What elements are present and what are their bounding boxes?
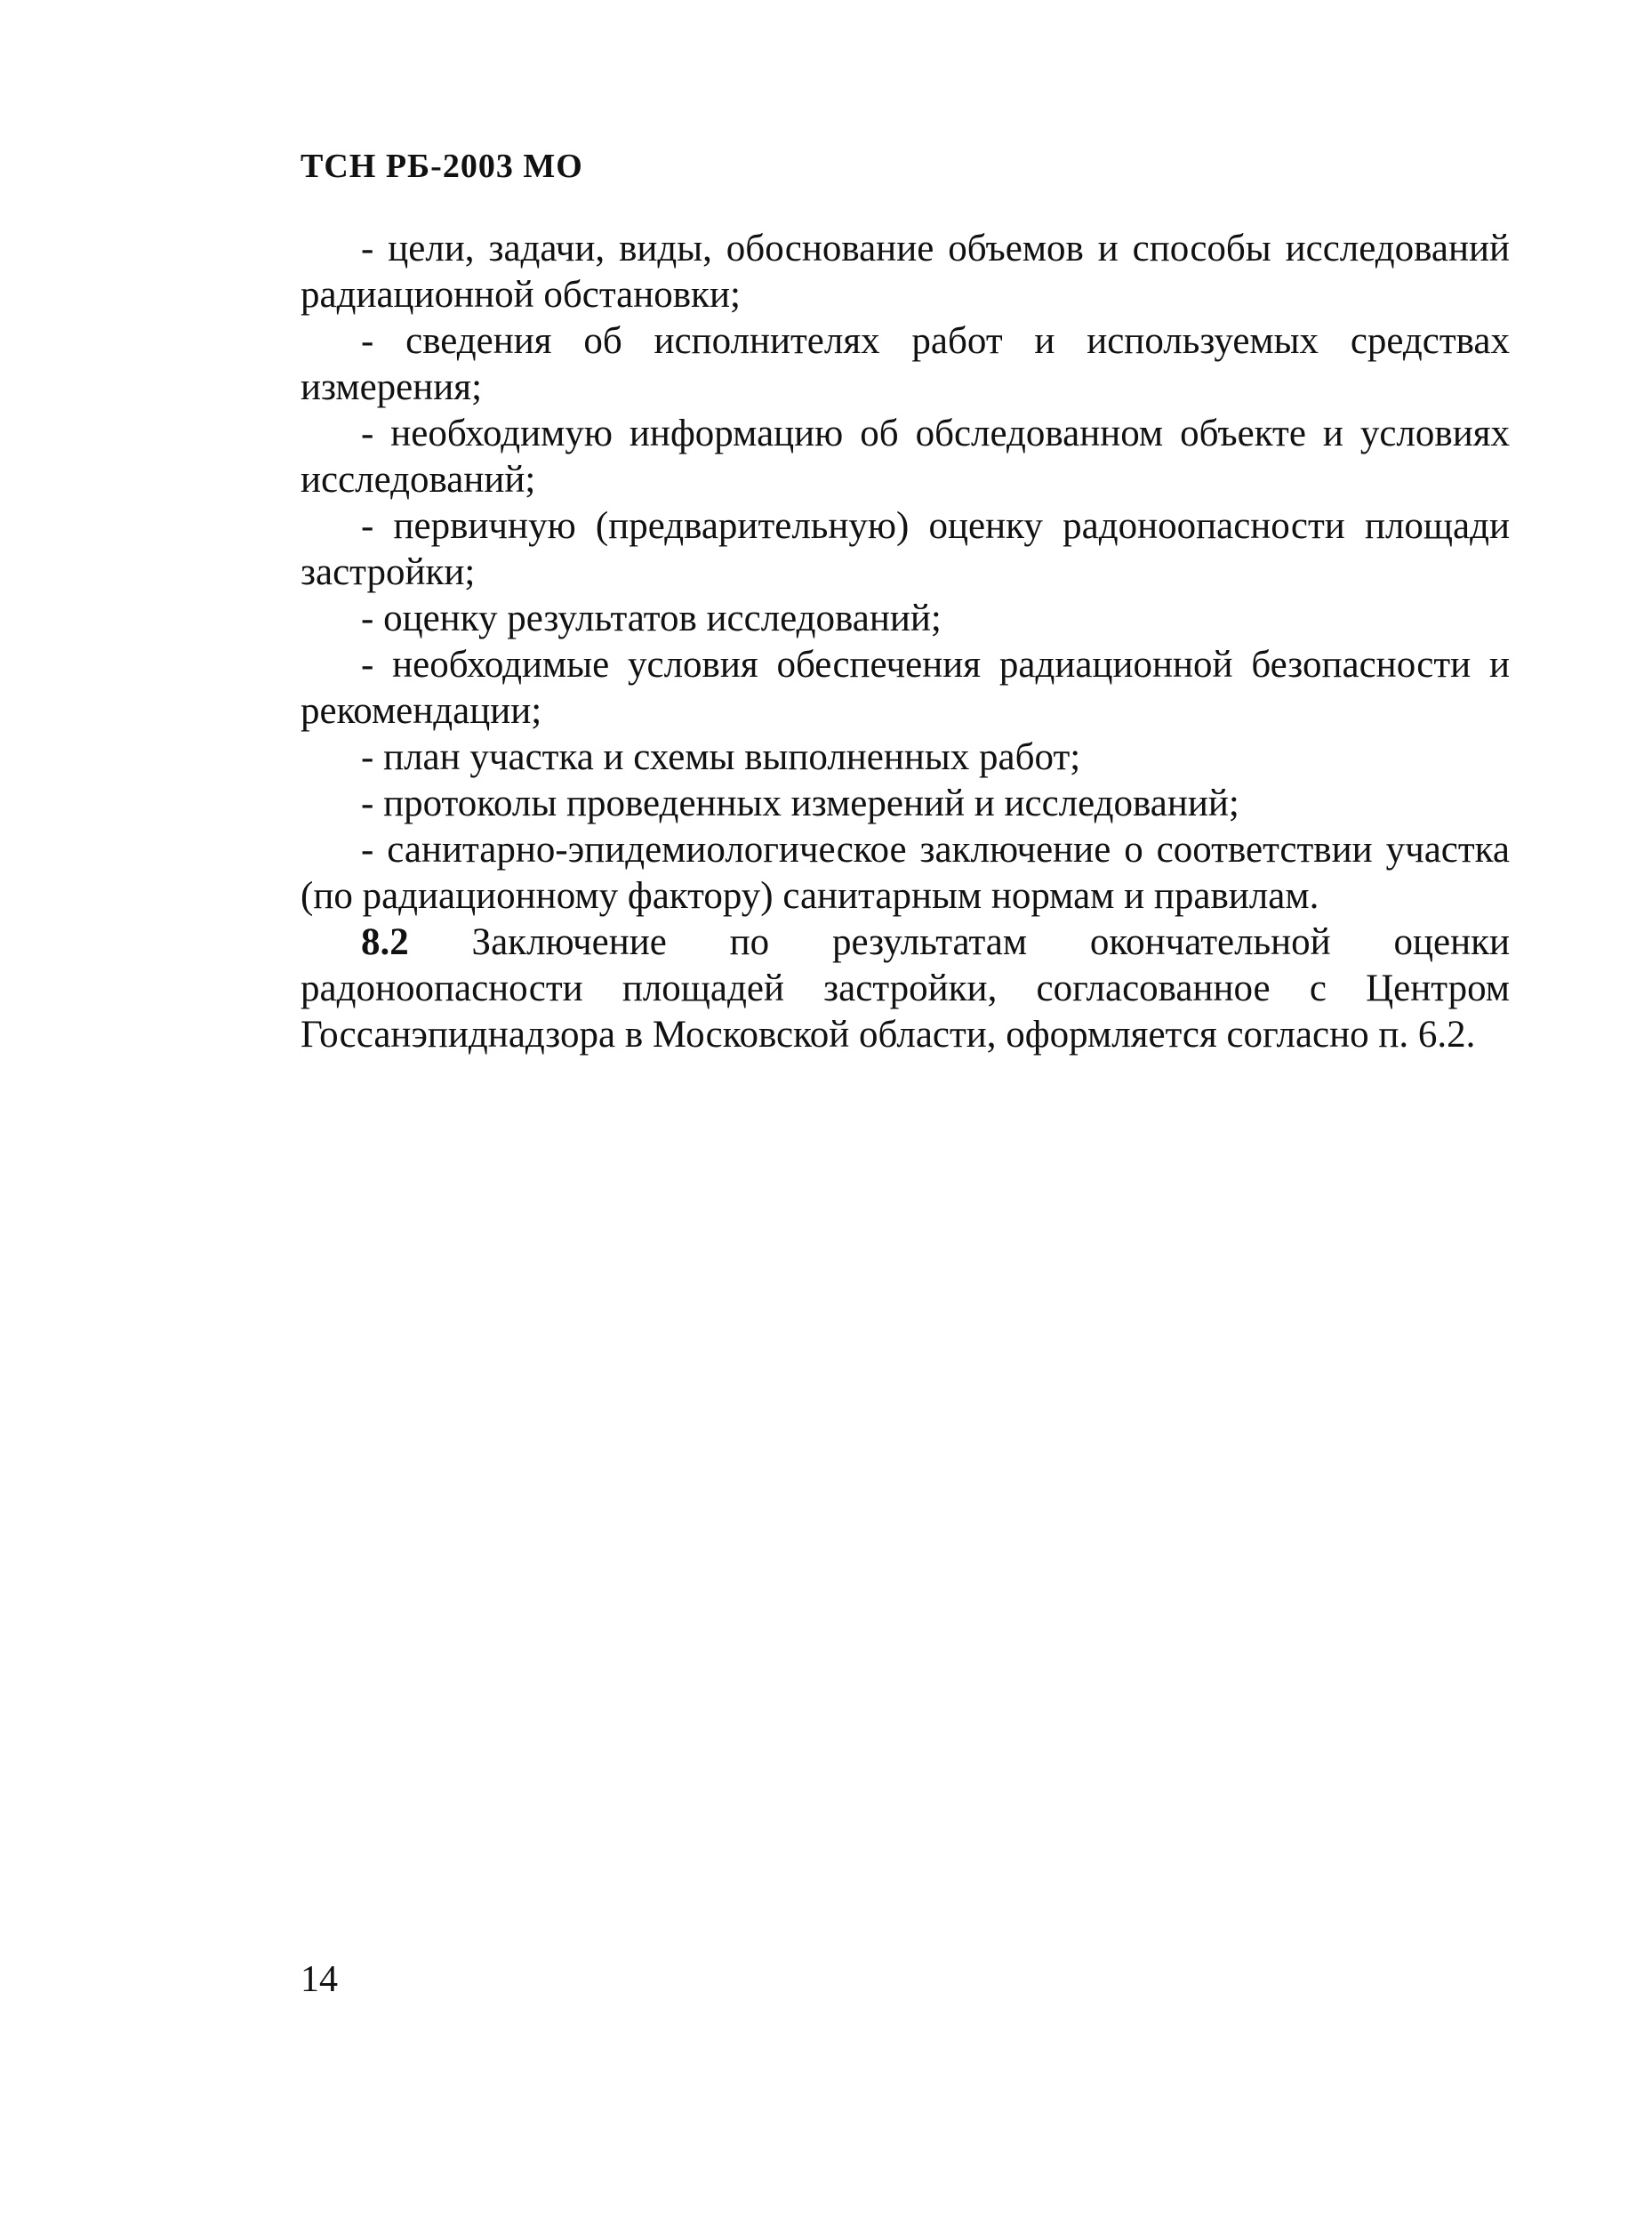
clause-text: Заключение по результатам окончательной оценки радоноопасности площадей застройки, согласованное с Центром Госсанэпиднадзора в Московской области, оформляется согласно п. 6.2. — [301, 921, 1510, 1056]
list-item: - санитарно-эпидемиологическое заключение о соответствии участка (по радиационному фактору) санитарным нормам и правилам. — [301, 829, 1510, 917]
document-body — [301, 226, 1510, 1058]
list-item: - сведения об исполнителях работ и используемых средствах измерения; — [301, 320, 1510, 408]
page-number: 14 — [301, 1959, 338, 2000]
list-item: - необходимую информацию об обследованном объекте и условиях исследований; — [301, 413, 1510, 501]
clause-number: 8.2 — [361, 921, 409, 963]
list-item: - план участка и схемы выполненных работ; — [361, 736, 1081, 778]
list-item: - оценку результатов исследований; — [361, 598, 942, 639]
list-item: - протоколы проведенных измерений и исследований; — [361, 783, 1239, 824]
list-item: - необходимые условия обеспечения радиационной безопасности и рекомендации; — [301, 644, 1510, 732]
clause-8-2-paragraph — [301, 920, 1510, 1058]
list-item: - цели, задачи, виды, обоснование объемов и способы исследований радиационной обстановки; — [301, 228, 1510, 316]
list-item: - первичную (предварительную) оценку радоноопасности площади застройки; — [301, 505, 1510, 593]
document-code-header: ТСН РБ-2003 МО — [301, 148, 583, 185]
